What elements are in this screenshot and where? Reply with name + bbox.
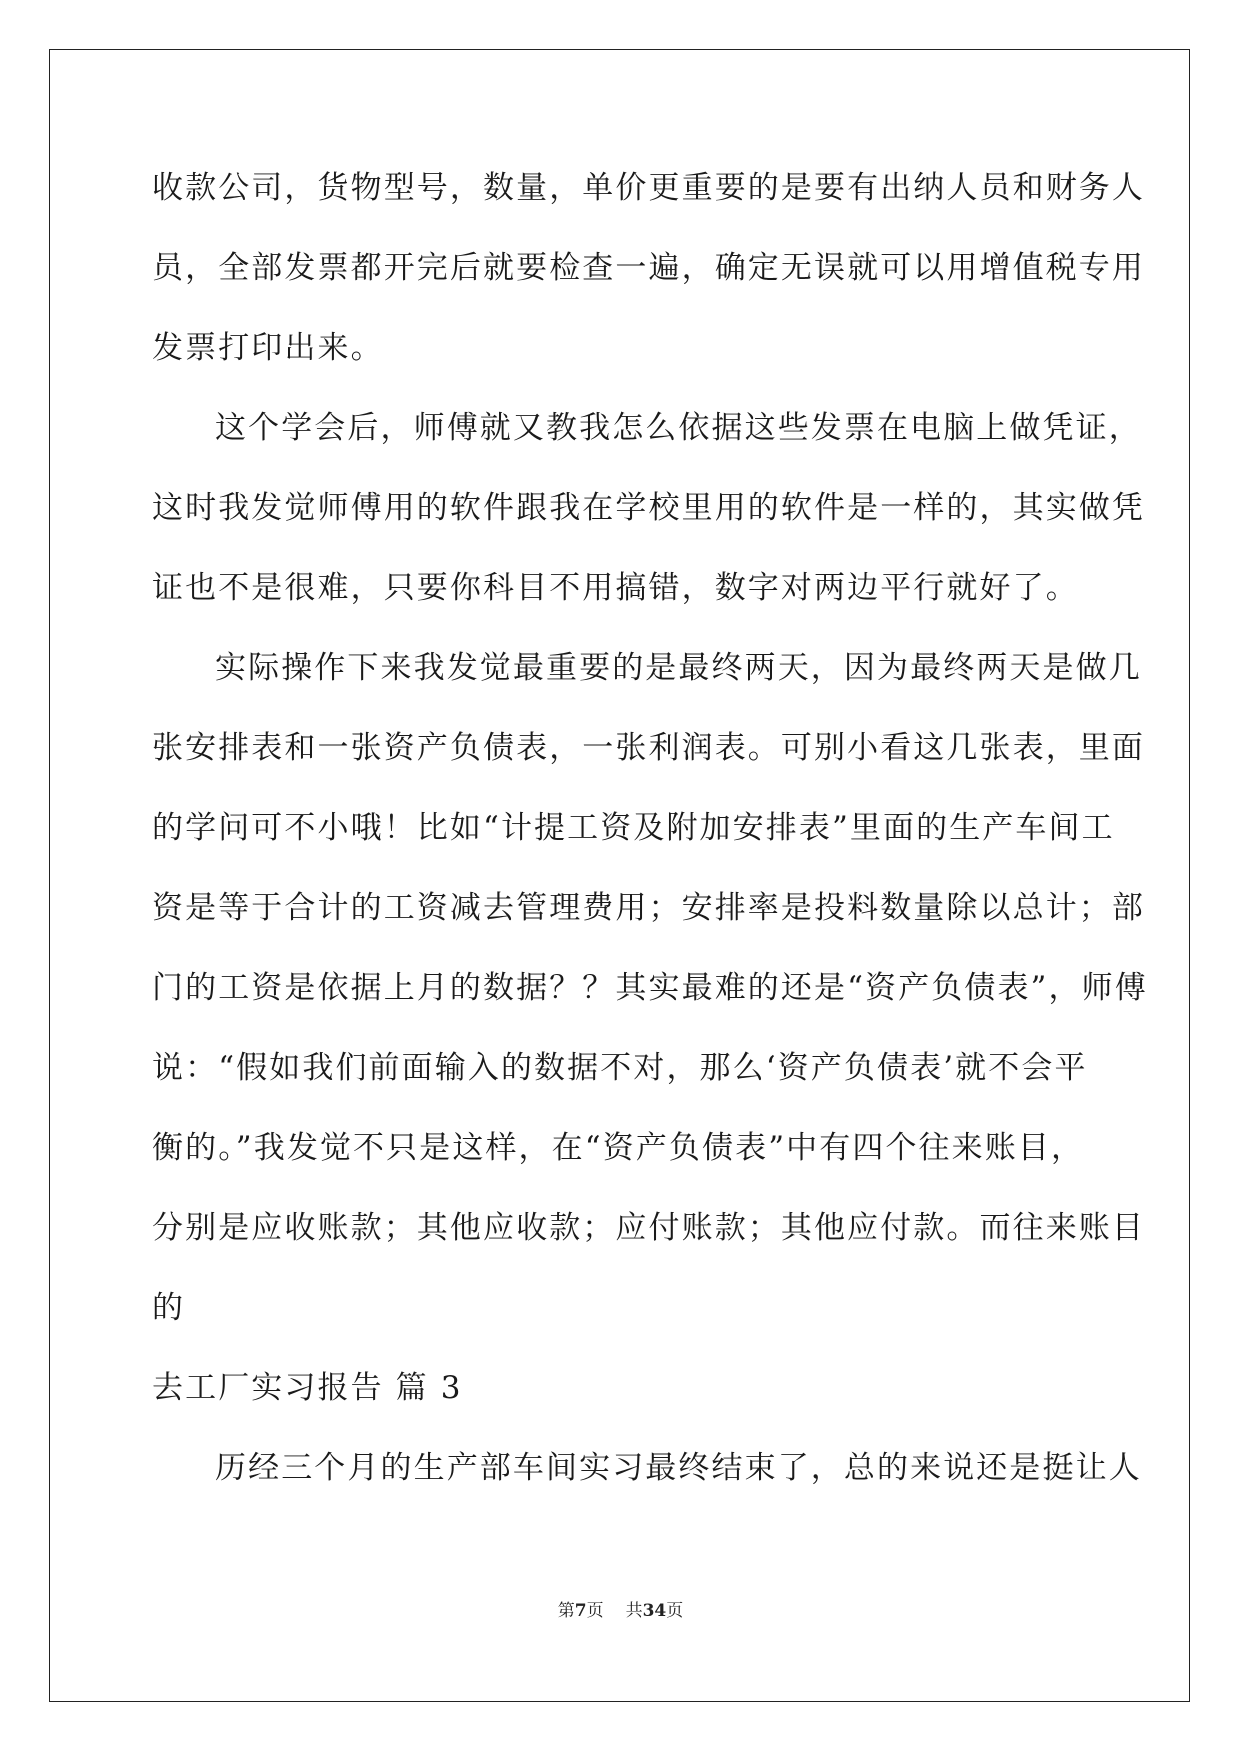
body-line: 说：“假如我们前面输入的数据不对，那么‘资产负债表’就不会平 [152, 1050, 1088, 1086]
body-line: 衡的。”我发觉不只是这样，在“资产负债表”中有四个往来账目， [152, 1130, 1085, 1166]
footer-total-suffix: 页 [666, 1601, 684, 1621]
body-line: 这时我发觉师傅用的软件跟我在学校里用的软件是一样的，其实做凭 [152, 490, 1145, 526]
body-line: 收款公司，货物型号，数量，单价更重要的是要有出纳人员和财务人 [152, 170, 1145, 206]
total-page-count: 34 [642, 1601, 667, 1621]
body-line: 的 [152, 1290, 186, 1326]
body-line: 发票打印出来。 [152, 330, 384, 366]
body-line: 张安排表和一张资产负债表，一张利润表。可别小看这几张表，里面 [152, 730, 1145, 766]
body-line: 分别是应收账款；其他应收款；应付账款；其他应付款。而往来账目 [152, 1210, 1145, 1246]
page-footer [0, 1599, 1241, 1623]
body-line: 资是等于合计的工资减去管理费用；安排率是投料数量除以总计；部 [152, 890, 1145, 926]
body-line: 门的工资是依据上月的数据？？其实最难的还是“资产负债表”，师傅 [152, 970, 1148, 1006]
body-line: 证也不是很难，只要你科目不用搞错，数字对两边平行就好了。 [152, 570, 1079, 606]
body-line: 员，全部发票都开完后就要检查一遍，确定无误就可以用增值税专用 [152, 250, 1145, 286]
footer-prefix: 第 [557, 1601, 575, 1621]
footer-total-prefix: 共 [625, 1601, 643, 1621]
section-heading: 去工厂实习报告 篇 3 [152, 1370, 463, 1406]
paragraph-first-line: 历经三个月的生产部车间实习最终结束了，总的来说还是挺让人 [215, 1450, 1142, 1486]
body-line: 的学问可不小哦！比如“计提工资及附加安排表”里面的生产车间工 [152, 810, 1115, 846]
footer-page-suffix: 页 [586, 1601, 604, 1621]
paragraph-first-line: 这个学会后，师傅就又教我怎么依据这些发票在电脑上做凭证， [215, 410, 1142, 446]
current-page-number: 7 [574, 1601, 587, 1621]
paragraph-first-line: 实际操作下来我发觉最重要的是最终两天，因为最终两天是做几 [215, 650, 1142, 686]
